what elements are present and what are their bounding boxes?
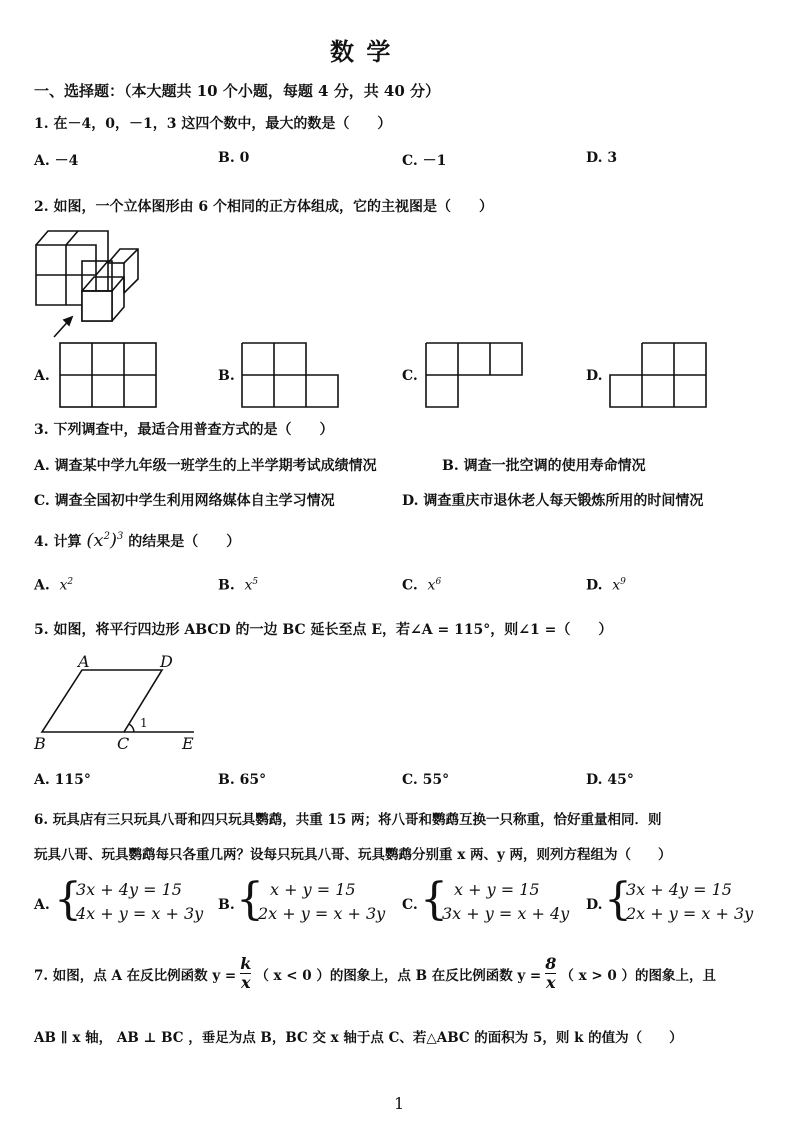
- q6-option-d-brace: {: [604, 874, 632, 925]
- q4-stem-suffix: 的结果是（ ）: [128, 534, 241, 550]
- q4-option-a: A. $x^2$: [34, 577, 74, 594]
- page-number: 1: [394, 1094, 405, 1113]
- q2-option-a-figure: [60, 340, 160, 410]
- q5-label-angle: 1: [140, 716, 148, 730]
- q2-option-c-figure: [426, 340, 526, 410]
- q5-label-b: B: [34, 734, 46, 753]
- q6-option-a-label: A.: [34, 897, 50, 913]
- q1-option-b: B. 0: [218, 150, 250, 166]
- q3-stem: 3. 下列调查中，最适合用普查方式的是（ ）: [34, 422, 334, 438]
- q5-stem: 5. 如图，将平行四边形 ABCD 的一边 BC 延长至点 E，若∠A = 115°，则∠1 =（ ）: [34, 622, 613, 638]
- q5-label-e: E: [182, 734, 194, 753]
- q6-option-c-label: C.: [402, 897, 418, 913]
- q5-label-d: D: [160, 652, 173, 671]
- q2-option-d-label: D.: [586, 368, 603, 384]
- q6-stem-line2: 玩具八哥、玩具鹦鹉每只各重几两？设每只玩具八哥、玩具鹦鹉分别重 x 两、y 两，则列方程组为（ ）: [34, 847, 672, 863]
- q6-option-a-brace: {: [54, 874, 82, 925]
- page-title: 数 学: [330, 37, 393, 66]
- q1-stem: 1. 在－4，0，－1，3 这四个数中，最大的数是（ ）: [34, 116, 392, 132]
- q6-option-c-brace: {: [420, 874, 448, 925]
- q7-part1: 7. 如图，点 A 在反比例函数 y =: [34, 967, 237, 984]
- q4-stem: [34, 530, 240, 551]
- q1-option-c: C. －1: [402, 153, 447, 169]
- q6-option-c-system: x + y = 15 3x + y = x + 4y: [442, 880, 570, 923]
- q7-part2: （ x < 0 ）的图象上，点 B 在反比例函数 y =: [255, 967, 542, 984]
- q3-option-a: A. 调查某中学九年级一班学生的上半学期考试成绩情况: [34, 458, 377, 474]
- q2-cube-figure: [30, 225, 170, 345]
- q4-stem-prefix: 4. 计算: [34, 534, 82, 550]
- q2-option-a-label: A.: [34, 368, 50, 384]
- q5-option-c: C. 55°: [402, 772, 450, 788]
- q6-option-a-system: 3x + 4y = 15 4x + y = x + 3y: [76, 880, 204, 923]
- q6-option-b-label: B.: [218, 897, 235, 913]
- q3-option-d: D. 调查重庆市退休老人每天锻炼所用的时间情况: [402, 493, 704, 509]
- q1-option-d: D. 3: [586, 150, 618, 166]
- q4-expression: $(x^2)^3$: [86, 530, 124, 551]
- q5-option-a: A. 115°: [34, 772, 91, 788]
- q4-option-d: D. $x^9$: [586, 577, 626, 594]
- q6-option-d-label: D.: [586, 897, 603, 913]
- q6-option-b-brace: {: [236, 874, 264, 925]
- q2-option-b-label: B.: [218, 368, 235, 384]
- q6-stem-line1: 6. 玩具店有三只玩具八哥和四只玩具鹦鹉，共重 15 两；将八哥和鹦鹉互换一只称重，恰好重量相同．则: [34, 812, 662, 828]
- q4-option-b: B. $x^5$: [218, 577, 259, 594]
- q5-option-b: B. 65°: [218, 772, 267, 788]
- q3-option-c: C. 调查全国初中学生利用网络媒体自主学习情况: [34, 493, 335, 509]
- section-heading: 一、选择题：（本大题共 10 个小题，每题 4 分，共 40 分）: [34, 82, 441, 100]
- q2-stem: 2. 如图，一个立体图形由 6 个相同的正方体组成，它的主视图是（ ）: [34, 199, 493, 215]
- q4-option-c: C. $x^6$: [402, 577, 442, 594]
- q5-label-c: C: [117, 734, 130, 753]
- q6-option-d-system: 3x + 4y = 15 2x + y = x + 3y: [626, 880, 754, 923]
- q1-option-a: A. －4: [34, 153, 79, 169]
- q3-option-b: B. 调查一批空调的使用寿命情况: [442, 458, 646, 474]
- q7-stem-line1: [34, 955, 716, 992]
- q6-option-b-system: x + y = 15 2x + y = x + 3y: [258, 880, 386, 923]
- q2-option-d-figure: [610, 340, 710, 410]
- q7-part3: （ x > 0 ）的图象上，且: [560, 967, 716, 984]
- q7-fraction-k-over-x: $\frac{k}{x}$: [240, 954, 252, 992]
- q7-fraction-8-over-x: $\frac{8}{x}$: [545, 954, 557, 992]
- q2-option-b-figure: [242, 340, 342, 410]
- q5-label-a: A: [78, 652, 90, 671]
- q5-option-d: D. 45°: [586, 772, 634, 788]
- q7-stem-line2: AB ∥ x 轴， AB ⊥ BC ，垂足为点 B，BC 交 x 轴于点 C、若△ABC 的面积为 5，则 k 的值为（ ）: [34, 1030, 683, 1046]
- q2-option-c-label: C.: [402, 368, 418, 384]
